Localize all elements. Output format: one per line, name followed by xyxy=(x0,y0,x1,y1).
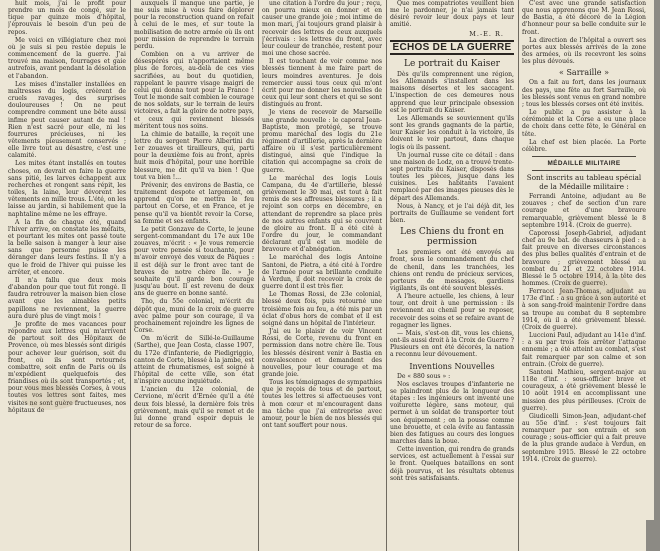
article-paragraph: Caporossi Joseph-Gabriel, adjudant chef au 9e bat. de chasseurs à pied : a fait preuve en diverses circonstances des plus belles qualités d'entrain et de bravoure ; grièvement blessé au combat du 21 et 22 octobre 1914. Blessé le 5 octobre 1914, à la tête des hommes. (Croix de guerre). xyxy=(522,229,646,287)
article-heading: « Sarraille » xyxy=(559,68,609,78)
article-paragraph: Le public a pu assister à la cérémonie et la Corse a eu une place de choix dans cette fête, le Général en tête. xyxy=(522,109,646,138)
column-3 xyxy=(262,0,382,551)
article-paragraph: Les mites étant installés en toutes choses, on devrait en faire la guerre sans pitié, les larves échappent aux recherches et rongent sans répit, les toiles, la laine, leur dévorent les vêtements en mille trous. L'été, on les laisse au jardin, si habilement que la naphtaline même ne les effraye. xyxy=(8,160,126,218)
article-heading: Inventions Nouvelles xyxy=(409,361,495,371)
article-paragraph: Luccioni Paul, adjudant au 141e d'inf. : a su par trois fois arrêter l'attaque ennemie ; a été atteint au combat, s'est fait remarquer par son calme et son entrain. (Croix de guerre). xyxy=(522,332,646,368)
column-2 xyxy=(134,0,254,551)
article-paragraph: J'ai eu le plaisir de voir Vincent Rossi, de Corte, revenu du front en permission dans notre chère île. Tous les blessés désirent venir à Bastia en convalescence et demandent des nouvelles, pour leur courage et ma grande joie. xyxy=(262,328,382,378)
section-title: ECHOS DE LA GUERRE xyxy=(390,40,514,55)
article-paragraph: Le maréchal des logis Louis Campana, du 4e d'artillerie, blessé grièvement le 30 mai, est tout à fait remis de ses affreuses blessures ; il a rejoint son corps en décembre, en attendant de reprendre sa place près de nos autres enfants qui se couvrent de gloire au front. Il a été cité à l'ordre du jour, le commandant déclarant qu'il est un modèle de bravoure et d'abnégation. xyxy=(262,174,382,254)
article-paragraph: On m'écrit de Sillé-le-Guillaume (Sarthe), que Jean Costa, classe 1907, du 172e d'infanterie, de Piedigriggio, canton de Corte, blessé à la jambe, est atteint de rhumatismes, est soigné à l'hôpital de cette ville, son état n'inspire aucune inquiétude. xyxy=(134,335,254,386)
article-paragraph: Les premiers ont été envoyés au front, sous le commandement du chef de chenil, dans les tranchées, les chiens ont rendu de précieux services, porteurs de messages, gardiens vigilants, ils ont été souvent blessés. xyxy=(390,249,514,292)
torn-edge xyxy=(654,0,660,520)
article-paragraph: Ferrandi Antoine, adjudant au 8e zouaves ; chef de section d'un rare courage et d'une bravoure remarquable, grièvement blessé le 8 septembre 1914. (Croix de guerre). xyxy=(522,193,646,229)
column-divider xyxy=(386,0,387,551)
article-paragraph: La chimie de bataille, la reçoit une lettre du sergent Pierre Albertini du 1er zouaves et tirailleurs, qui, parti pour la deuxième fois au front, après huit mois d'hôpital, pour une horrible blessure, me dit qu'il va bien ! Que tout va bien !... xyxy=(134,130,254,181)
article-paragraph: De « 880 sous » : xyxy=(397,372,451,380)
article-heading: Les Chiens du front en permission xyxy=(400,227,504,248)
article-paragraph: Nous, à Nancy, et je l'ai déjà dit, les portraits de Guillaume se vendent fort bien. xyxy=(390,202,514,225)
article-paragraph: Giudicelli Simon-Jean, adjudant-chef au 55e d'inf. : s'est toujours fait remarquer par son entrain et son courage ; sous-officier qui a fait preuve de la plus grande audace à Verdun, en septembre 1915. Blessé le 22 octobre 1914. (Croix de guerre). xyxy=(522,412,646,463)
article-paragraph: A l'heure actuelle, les chiens, à leur tour, ont droit à une permission : ils reviennent au chenil pour se reposer, recevoir des soins et se refaire avant de regagner les lignes. xyxy=(390,293,514,329)
article-paragraph: Il n'a fallu que deux mois d'abandon pour que tout fût rongé. Il faudra retrouver la maison bien close avant que les aimables petits papillons ne reviennent, la guerre aura duré plus de vingt mois ! xyxy=(8,276,126,320)
article-paragraph: C'est avec une grande satisfaction que nous apprenons que M. Jean Rossi, de Bastia, a été décoré de la Légion d'honneur pour sa belle conduite sur le front. xyxy=(522,0,646,36)
article-paragraph: On a fait au fort, dans les journaux des pays, une fête au fort Sarraille, où les blessés sont venus en grand nombre ; tous les blessés corses ont été invités. xyxy=(522,79,646,108)
article-paragraph: Cette invention, qui rendra de grands services, est actuellement à l'essai sur le front. Quelques bataillons en sont déjà pourvus, et les résultats obtenus sont très satisfaisants. xyxy=(390,446,514,482)
article-paragraph: Je profite de mes vacances pour répondre aux lettres qui m'arrivent de partout soit des Hôpitaux de Provence, où mes blessés sont dirigés pour achever leur guérison, soit du front, où ils sont retournés combattre, soit enfin de Paris où ils m'expédient quelquefois des friandises où ils sont transportés ; et, pour vous mes blessés Corses, à vous toutes vos lettres sont faites, mes visites ne sont guère fructueuses, nos hôpitaux de xyxy=(8,320,126,414)
article-paragraph: une citation à l'ordre du jour ; reçu, on pourra mieux en donner et en causer une grande joie ; moi intime de mon mari, j'ai toujours grand plaisir à recevoir des lettres de ceux auxquels j'écrivais : les lettres du front, avec leur couleur de tranchée, restent pour moi une chose sacrée. xyxy=(262,0,382,58)
column-divider xyxy=(518,0,519,551)
article-paragraph: L'ancien du 12e colonial, de Cervione, m'écrit d'Ernée qu'il a été deux fois blessé, la dernière fois très grièvement, mais qu'il se remet et de lui donne grand espoir depuis le retour de sa force. xyxy=(134,386,254,430)
article-paragraph: Le petit Gonzave de Corte, le jeune sergent-commandant du 17e aux 10e zouaves, m'écrit : « Je vous remercie pour votre pensée si touchante, pour m'avoir envoyé des vœux de Pâques : il est déjà sur le front avec tant de braves de notre chère île. » Je souhaite qu'il garde bon courage jusqu'au bout. Il est revenu de deux ans de guerre en bonne santé. xyxy=(134,225,254,298)
article-paragraph: Le maréchal des logis Antoine Santoni, de Pietra, a été cité à l'ordre de l'armée pour sa brillante conduite à Verdun, il doit recevoir la croix de guerre dont il est très fier. xyxy=(262,254,382,291)
paper-stain xyxy=(560,270,630,310)
author-signature: M.-E. R. xyxy=(469,29,504,38)
article-paragraph: Santoni Mathieu, sergent-major au 118e d'inf. : sous-officier brave et courageux, a été grièvement blessé le 10 août 1914 en accomplissant une mission des plus périlleuses. (Croix de guerre). xyxy=(522,368,646,412)
article-paragraph: Tho, du 55e colonial, m'écrit du dépôt que, muni de la croix de guerre avec palme pour son courage, il va prochainement rejoindre les lignes de Corse. xyxy=(134,298,254,335)
article-paragraph: Les Allemands se souviennent qu'ils sont les grands gagnants de la partie, leur Kaiser les conduit à la victoire, ils doivent le voir partout, dans chaque logis où ils passent. xyxy=(390,114,514,151)
article-paragraph: — Mais, s'est-on dit, vous les chiens, ont-ils aussi droit à la Croix de Guerre ? Plusieurs en ont été décorés, la nation a reconnu leur dévouement. xyxy=(390,329,514,359)
article-subheading: Sont inscrits au tableau spécial de la Médaille militaire : xyxy=(526,173,642,191)
paper-stain xyxy=(20,380,80,410)
article-paragraph: Il est touchant de voir comme nos blessés tiennent à me faire part de leurs moindres aventures. Je dois remercier aussi tous ceux qui m'ont écrit pour me donner les nouvelles de ceux qui leur sont chers et qui se sont distingués au front. xyxy=(262,58,382,109)
torn-edge xyxy=(646,520,660,551)
article-paragraph: huit mois, j'ai le profit pour prendre un mois de congé, sur le tique par quinze mois d'hôpital, j'éprouvais le besoin d'un peu de repos. xyxy=(8,0,126,36)
column-1 xyxy=(8,0,126,551)
article-paragraph: Combien on a vu arriver de désespérés qui n'apportaient même plus de forces, au-delà de ces vies sacrifiées, au bout du quotidien, rappelant le pauvre visage maigri de celui qui donna tout pour la France ! Tout le monde sait combien le courage de nos soldats, sur le terrain de leurs victoires, a fait la gloire de notre pays, et ceux qui reviennent blessés méritent tous nos soins. xyxy=(134,51,254,130)
article-paragraph: Que mes compatriotes veuillent bien me le pardonner, je n'ai jamais tant désiré revoir leur doux pays et leur amitié. xyxy=(390,0,514,29)
section-rule xyxy=(532,156,636,157)
article-paragraph: Les mises d'installer installées en maîtresses du logis, créèrent de cruels ravages, des surprises douloureuses ! On ne peut comprendre comment une bête aussi infime peut causer autant de mal ! Rien n'est sacré pour elle, ni les fourrures précieuses, ni les vêtements pieusement conservés ; elle livre tout au désastre, c'est une calamité. xyxy=(8,80,126,160)
article-paragraph: Tous les témoignages de sympathies que je reçois de tous et de partout, toutes les lettres si affectueuses vont à mon cœur et m'encouragent dans ma tâche que j'ai entreprise avec amour, pour le bien de nos blessés qui ont tant souffert pour nous. xyxy=(262,379,382,430)
article-paragraph: Dès qu'ils comprennent une région, les Allemands s'installent dans les maisons désertes et les saccagent. L'inspection de ces demeures nous apprend que leur principale obsession est le portrait du Kaiser. xyxy=(390,70,514,114)
article-heading: Le portrait du Kaiser xyxy=(404,58,500,69)
article-paragraph: Prévenir, des environs de Bastia, ce traitement despote et largement, on apprend qu'on ne mettra le feu partout en Corse, et en France, et je pense qu'il va bientôt revoir la Corse, sa femme et ses enfants. xyxy=(134,181,254,225)
article-paragraph: Le Thomas Rossi, de 23e colonial, blessé deux fois, puis retourné une troisième fois au feu, a été mis par un éclat d'obus hors de combat et il est soigné dans un hôpital de l'intérieur. xyxy=(262,291,382,327)
column-divider xyxy=(130,0,131,551)
article-paragraph: Un journal russe cite ce détail : dans une maison de Lodz, on a trouvé trente-sept portraits du Kaiser, disposés dans toutes les pièces, jusque dans les cuisines. Les habitants l'avaient remplacé par des images pieuses dès le départ des Allemands. xyxy=(390,151,514,202)
article-paragraph: La chef est bien placée. La Porte célèbre. xyxy=(522,138,646,153)
column-divider xyxy=(258,0,259,551)
article-paragraph: auxquels il manque une partie, je me suis mise à vous faire déplorer pour la reconstruction quand on refait à celui de le mes, et sur toute la mobilisation de notre armée où ils ont pour mission de reprendre le terrain perdu. xyxy=(134,0,254,50)
article-paragraph: Nos esclaves troupes d'infanterie ne se plaindront plus de la longueur des étapes : les ingénieurs ont inventé une voiturette légère, sans moteur, qui permet à un soldat de transporter tout son équipement ; on la pousse comme une brouette, et cela évite au fantassin bien des fatigues au cours des longues marches dans la boue. xyxy=(390,380,514,445)
article-heading: MÉDAILLE MILITAIRE xyxy=(547,159,621,167)
article-paragraph: Me voici en villégiature chez moi où je suis si peu restée depuis le commencement de la guerre. J'ai trouvé ma maison, fourrages et gaie autrefois, avant pendant la désolation et l'abandon. xyxy=(8,36,126,80)
article-paragraph: La direction de l'hôpital a ouvert ses portes aux blessés arrivés de la zone des armées, où ils recevront les soins les plus dévoués. xyxy=(522,36,646,66)
article-paragraph: A la fin de chaque été, quand l'hiver arrive, on constate les méfaits, et pourtant les mites ont passé toute la belle saison à manger à leur aise sans que personne puisse les déranger dans leurs festins. Il n'y a que le froid de l'hiver qui puisse les arrêter, et encore. xyxy=(8,218,126,276)
article-paragraph: Je viens de recevoir de Marseille une grande nouvelle : le caporal Jean-Baptiste, mon protégé, se trouve promu maréchal des logis du 21e régiment d'artillerie, après la dernière affaire où il s'est particulièrement distingué, ainsi que l'indique la citation qui accompagne sa croix de guerre. xyxy=(262,109,382,174)
column-4 xyxy=(390,0,514,551)
section-rule xyxy=(532,170,636,171)
article-paragraph: Ferracci Jean-Thomas, adjudant au 173e d'inf. : a su grâce à son autorité et à son sang-froid maintenir l'ordre dans sa troupe au combat du 8 septembre 1914, où il a été grièvement blessé. (Croix de guerre). xyxy=(522,288,646,331)
